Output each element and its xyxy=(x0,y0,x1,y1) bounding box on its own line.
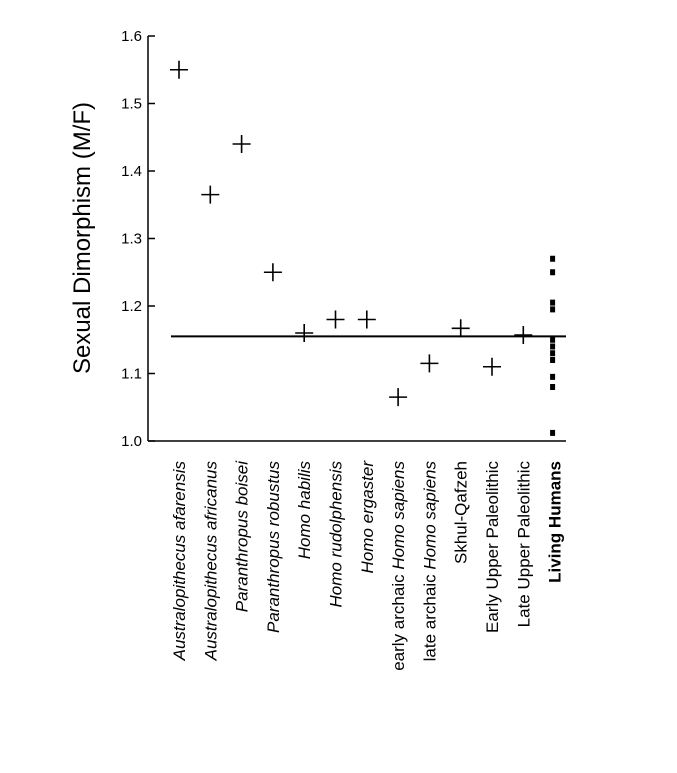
category-label: Late Upper Paleolithic xyxy=(514,461,534,628)
data-point xyxy=(483,358,501,376)
y-tick-label: 1.6 xyxy=(121,28,142,45)
category-label: Skhul-Qafzeh xyxy=(451,461,471,564)
data-point xyxy=(327,311,345,329)
living-humans-mark xyxy=(550,430,555,436)
living-humans-mark xyxy=(550,337,555,343)
data-point xyxy=(264,263,282,281)
living-humans-mark xyxy=(550,256,555,262)
data-point xyxy=(170,61,188,79)
data-point xyxy=(295,324,313,342)
data-point xyxy=(452,319,470,337)
living-humans-marks xyxy=(550,256,555,436)
category-label: late archaic Homo sapiens xyxy=(420,461,440,662)
category-label: Homo ergaster xyxy=(357,461,377,574)
axes xyxy=(148,36,566,441)
category-label: Homo rudolphensis xyxy=(326,461,346,608)
y-tick-label: 1.0 xyxy=(121,433,142,450)
category-label: Paranthropus robustus xyxy=(263,461,283,633)
data-point xyxy=(389,388,407,406)
living-humans-mark xyxy=(550,306,555,312)
y-tick-label: 1.1 xyxy=(121,365,142,383)
y-ticks xyxy=(121,28,155,450)
category-labels xyxy=(170,460,565,671)
data-point xyxy=(233,135,251,153)
data-point xyxy=(420,354,438,372)
data-point xyxy=(201,186,219,204)
living-humans-mark xyxy=(550,350,555,356)
category-label: early archaic Homo sapiens xyxy=(389,461,409,671)
living-humans-mark xyxy=(550,269,555,275)
data-point xyxy=(358,311,376,329)
y-tick-label: 1.3 xyxy=(121,230,142,248)
category-label: Australopithecus africanus xyxy=(201,461,221,661)
category-label: Australopithecus afarensis xyxy=(170,461,189,661)
y-tick-label: 1.2 xyxy=(121,298,142,315)
category-label: Early Upper Paleolithic xyxy=(483,461,502,633)
living-humans-mark xyxy=(550,374,555,380)
living-humans-mark xyxy=(550,384,555,390)
y-tick-label: 1.5 xyxy=(121,95,142,113)
data-point xyxy=(514,326,532,344)
category-label: Homo habilis xyxy=(295,461,315,560)
y-tick-label: 1.4 xyxy=(121,163,142,180)
living-humans-mark xyxy=(550,344,555,350)
data-markers xyxy=(170,61,532,406)
category-label: Living Humans xyxy=(545,461,565,583)
category-label: Paranthropus boisei xyxy=(232,461,252,613)
living-humans-mark xyxy=(550,300,555,306)
living-humans-mark xyxy=(550,357,555,363)
y-axis-label: Sexual Dimorphism (M/F) xyxy=(69,101,96,375)
